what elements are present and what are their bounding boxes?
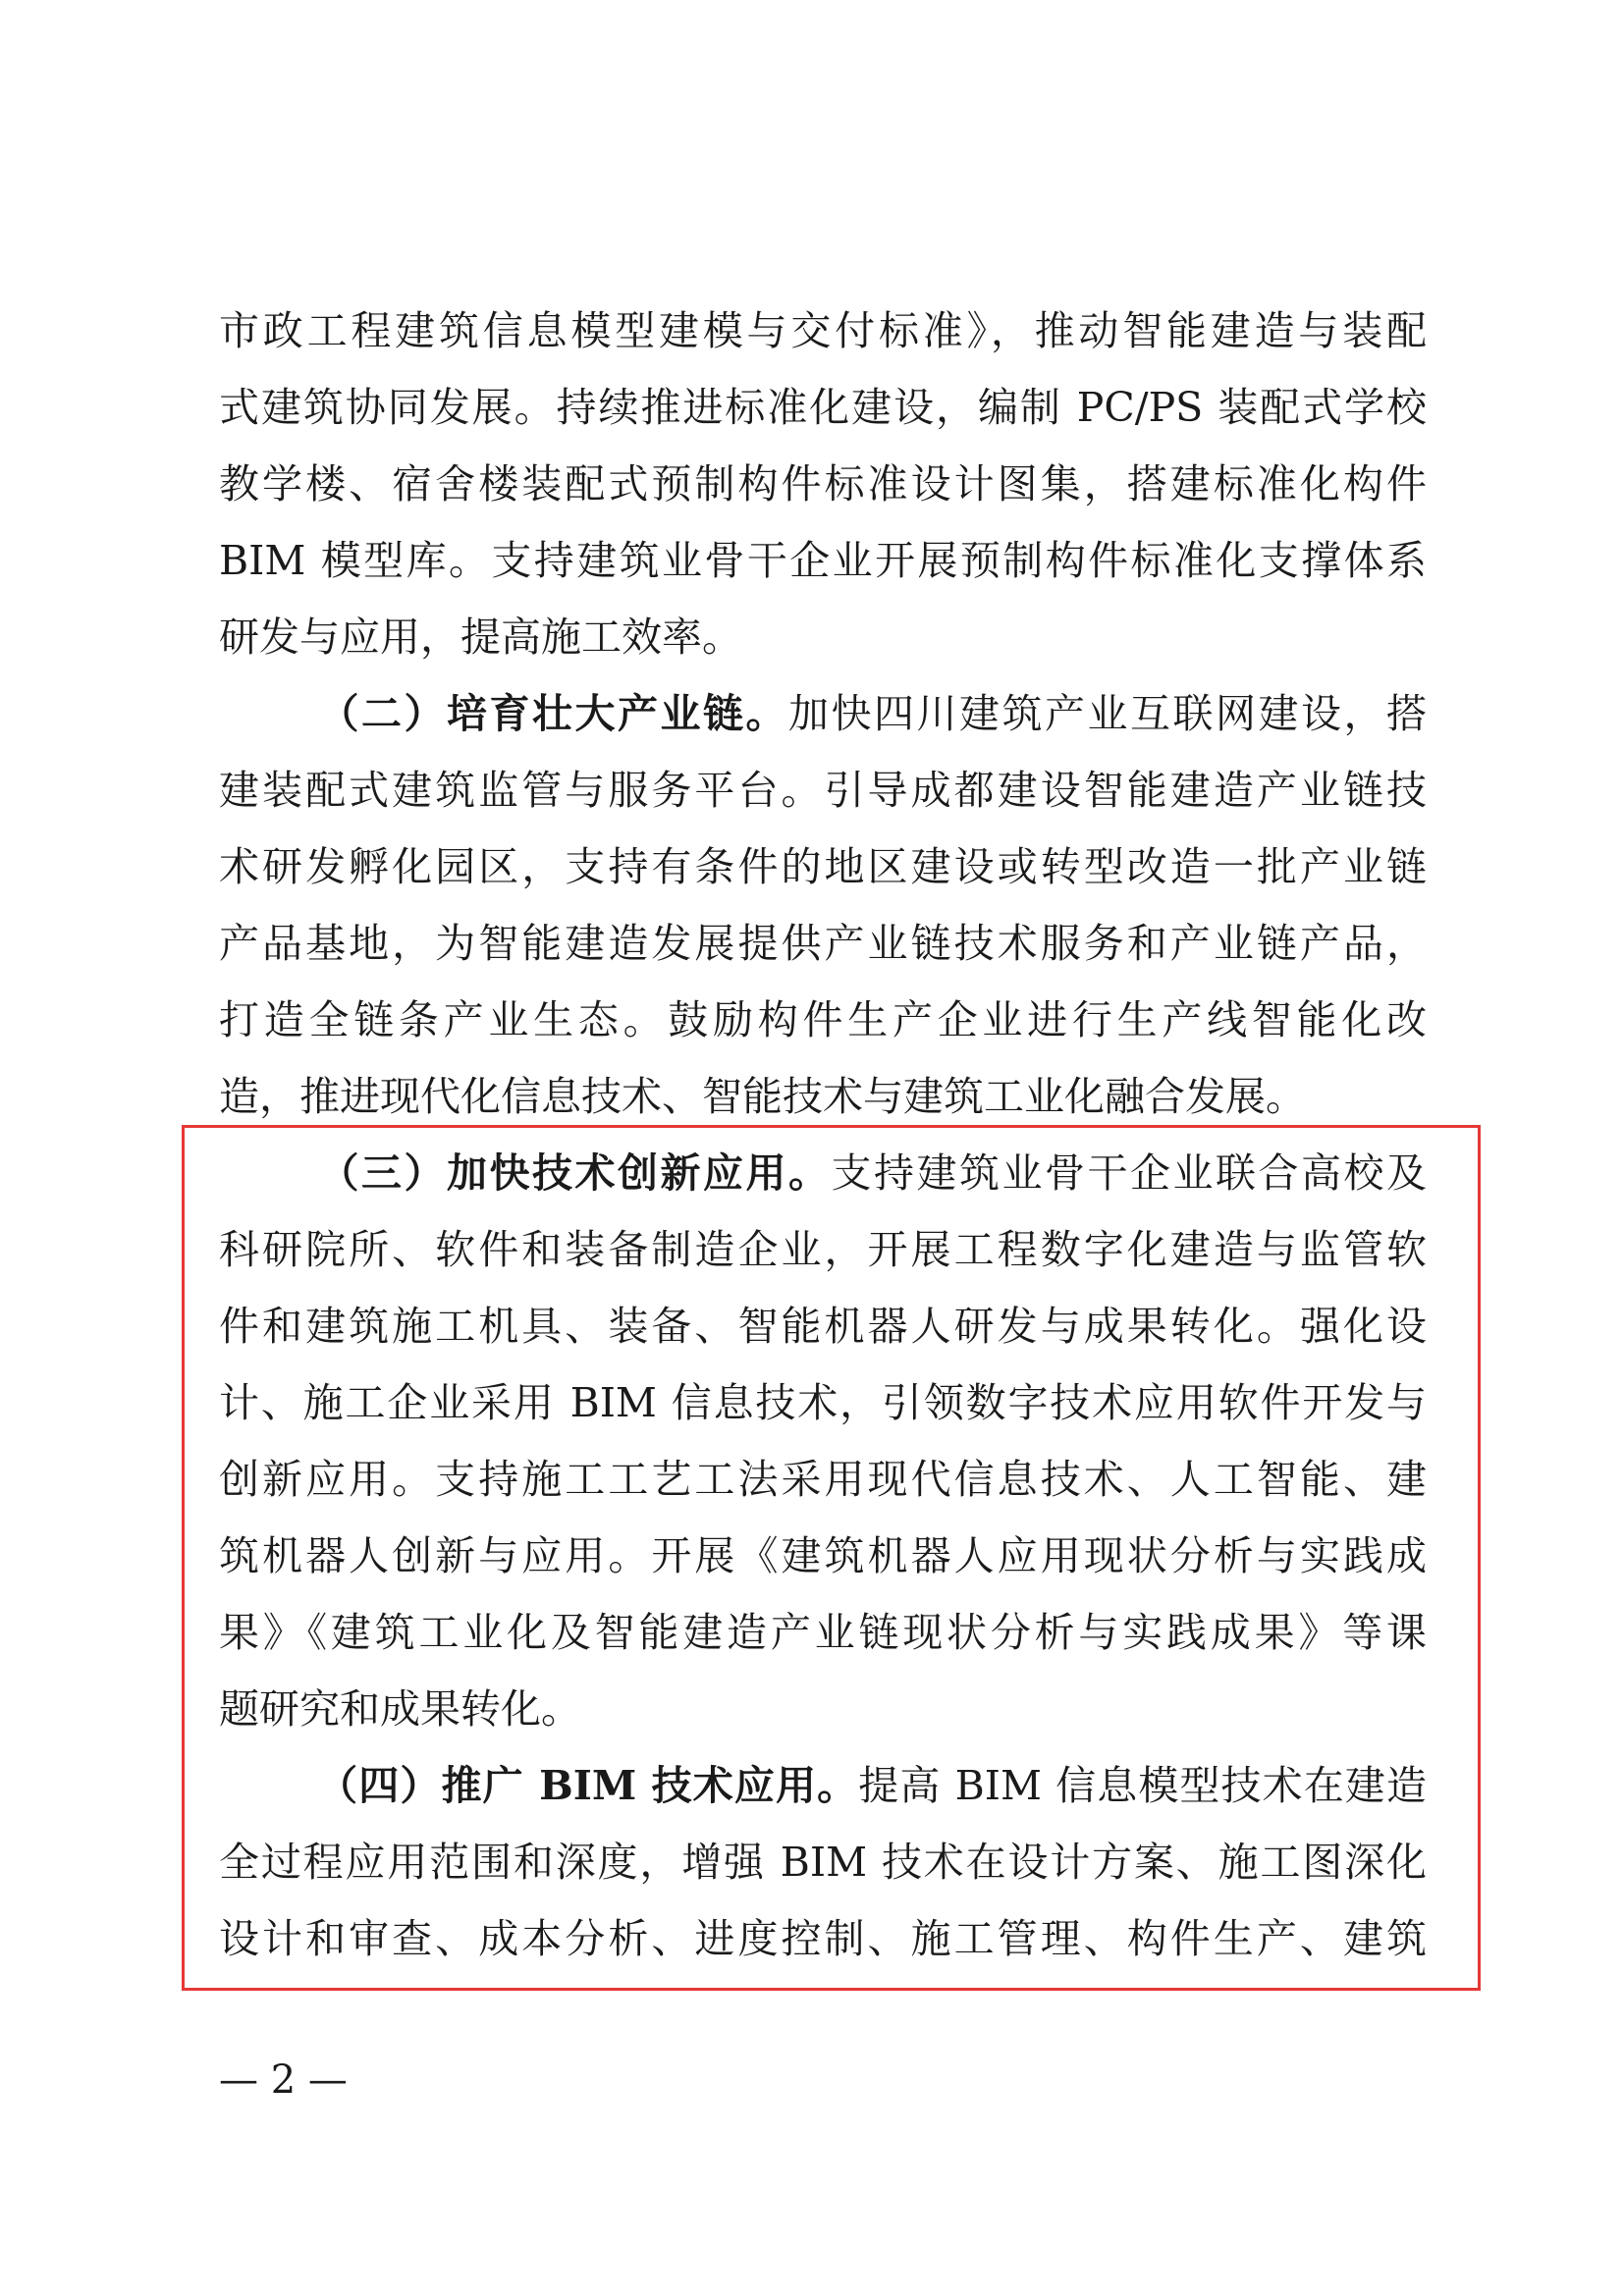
section-4-heading: （四）推广 BIM 技术应用。 [316,1762,859,1809]
paragraph-line: 设计和审查、成本分析、进度控制、施工管理、构件生产、建筑 [219,1915,1427,1962]
paragraph-line: BIM 模型库。支持建筑业骨干企业开展预制构件标准化支撑体系 [219,537,1427,584]
paragraph-line: 造，推进现代化信息技术、智能技术与建筑工业化融合发展。 [219,1073,1306,1120]
paragraph-line: 产品基地，为智能建造发展提供产业链技术服务和产业链产品， [219,920,1427,967]
paragraph-line: 术研发孵化园区，支持有条件的地区建设或转型改造一批产业链 [219,843,1427,890]
paragraph-line: 科研院所、软件和装备制造企业，开展工程数字化建造与监管软 [219,1226,1427,1273]
paragraph-line: 研发与应用，提高施工效率。 [219,614,742,661]
paragraph-line: 式建筑协同发展。持续推进标准化建设，编制 PC/PS 装配式学校 [219,384,1427,431]
paragraph-line: 打造全链条产业生态。鼓励构件生产企业进行生产线智能化改 [219,996,1427,1043]
paragraph-line: 果》《建筑工业化及智能建造产业链现状分析与实践成果》等课 [219,1609,1427,1656]
page-number: — 2 — [219,2057,348,2103]
paragraph-line: 创新应用。支持施工工艺工法采用现代信息技术、人工智能、建 [219,1456,1427,1503]
section-4-first-line [219,1747,1427,1824]
paragraph-line: 教学楼、宿舍楼装配式预制构件标准设计图集，搭建标准化构件 [219,460,1427,507]
paragraph-line: 件和建筑施工机具、装备、智能机器人研发与成果转化。强化设 [219,1303,1427,1350]
section-2-first-line-text: 加快四川建筑产业互联网建设，搭 [788,690,1427,737]
paragraph-line: 市政工程建筑信息模型建模与交付标准》，推动智能建造与装配 [219,307,1427,354]
paragraph-line: 建装配式建筑监管与服务平台。引导成都建设智能建造产业链技 [219,767,1427,814]
paragraph-line: 计、施工企业采用 BIM 信息技术，引领数字技术应用软件开发与 [219,1379,1427,1426]
section-2-first-line [219,675,1427,752]
section-3-heading: （三）加快技术创新应用。 [316,1149,832,1197]
section-2-heading: （二）培育壮大产业链。 [316,690,788,737]
section-3-first-line [219,1135,1427,1211]
paragraph-line: 全过程应用范围和深度，增强 BIM 技术在设计方案、施工图深化 [219,1839,1427,1886]
section-3-first-line-text: 支持建筑业骨干企业联合高校及 [831,1149,1427,1197]
paragraph-line: 筑机器人创新与应用。开展《建筑机器人应用现状分析与实践成 [219,1532,1427,1579]
section-4-first-line-text: 提高 BIM 信息模型技术在建造 [858,1762,1428,1809]
paragraph-line: 题研究和成果转化。 [219,1685,581,1733]
